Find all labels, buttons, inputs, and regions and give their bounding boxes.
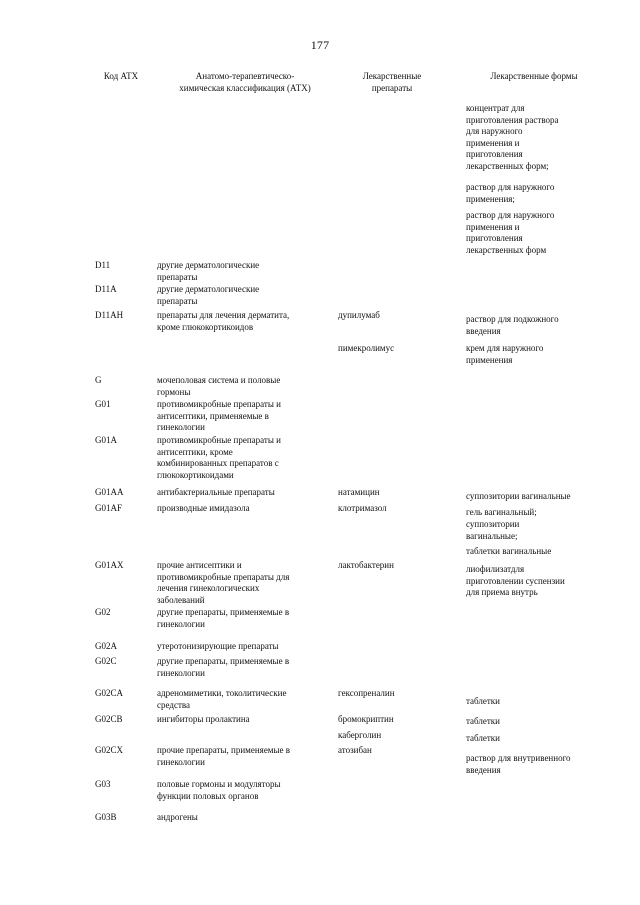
atc-code: G03	[95, 779, 111, 789]
atc-code: D11AH	[95, 310, 124, 320]
atc-code: G02A	[95, 641, 117, 651]
atc-code: G01AF	[95, 503, 123, 513]
atc-code: G01AA	[95, 487, 124, 497]
atc-classification: противомикробные препараты и антисептики, применяемые в гинекологии	[157, 399, 281, 432]
dosage-form: таблетки вагинальные	[466, 546, 552, 556]
dosage-form: лиофилизатдля приготовлении суспензии для приема внутрь	[466, 564, 565, 597]
atc-classification: утеротонизирующие препараты	[157, 641, 279, 651]
dosage-form: крем для наружного применения	[466, 343, 544, 365]
dosage-form: таблетки	[466, 733, 501, 743]
atc-code: G01AX	[95, 560, 124, 570]
atc-classification: андрогены	[157, 812, 198, 822]
drug-name: атозибан	[338, 745, 372, 755]
dosage-form: таблетки	[466, 716, 501, 726]
dosage-form: гель вагинальный;	[466, 507, 537, 517]
dosage-form: суппозитории вагинальные	[466, 491, 571, 501]
atc-code: G02	[95, 607, 111, 617]
atc-classification: антибактериальные препараты	[157, 487, 275, 497]
drug-name: пимекролимус	[338, 343, 395, 353]
dosage-form: раствор для наружного применения и приготовления лекарственных форм	[466, 210, 555, 255]
drug-name: бромокриптин	[338, 714, 394, 724]
atc-code: G02C	[95, 656, 117, 666]
drug-name: натамицин	[338, 487, 380, 497]
drug-name: гексопреналин	[338, 688, 395, 698]
atc-code: D11	[95, 260, 111, 270]
dosage-form: суппозитории вагинальные;	[466, 519, 520, 541]
atc-classification: другие дерматологические препараты	[157, 260, 260, 282]
dosage-form: концентрат для приготовления раствора для наружного применения и приготовления лекарственных форм;	[466, 103, 559, 171]
atc-classification: другие дерматологические препараты	[157, 284, 260, 306]
atc-classification: половые гормоны и модуляторы функции половых органов	[157, 779, 281, 801]
header-code: Код АТХ	[103, 71, 139, 81]
dosage-form: раствор для подкожного введения	[466, 314, 559, 336]
atc-code: G03B	[95, 812, 117, 822]
drug-name: дупилумаб	[338, 310, 380, 320]
atc-code: G02CA	[95, 688, 124, 698]
atc-classification: прочие препараты, применяемые в гинекологии	[157, 745, 291, 767]
atc-classification: ингибиторы пролактина	[157, 714, 250, 724]
page-number: 177	[310, 38, 330, 52]
atc-code: D11A	[95, 284, 117, 294]
header-classification: Анатомо-терапевтическо- химическая классификация (АТХ)	[179, 71, 311, 93]
atc-code: G02CX	[95, 745, 124, 755]
header-drugs: Лекарственные препараты	[362, 71, 422, 93]
atc-classification: противомикробные препараты и антисептики, кроме комбинированных препаратов с глюкокортикоидами	[157, 435, 281, 480]
atc-classification: препараты для лечения дерматита, кроме глюкокортикоидов	[157, 310, 290, 332]
atc-code: G02CB	[95, 714, 123, 724]
atc-classification: мочеполовая система и половые гормоны	[157, 375, 281, 397]
atc-classification: другие препараты, применяемые в гинекологии	[157, 607, 290, 629]
drug-name: каберголин	[338, 730, 382, 740]
atc-code: G	[95, 375, 102, 385]
atc-classification: производные имидазола	[157, 503, 250, 513]
dosage-form: таблетки	[466, 696, 501, 706]
drug-name: клотримазол	[338, 503, 387, 513]
drug-name: лактобактерин	[338, 560, 394, 570]
atc-classification: прочие антисептики и противомикробные препараты для лечения гинекологических заболеваний	[157, 560, 290, 605]
atc-classification: другие препараты, применяемые в гинекологии	[157, 656, 290, 678]
dosage-form: раствор для внутривенного введения	[466, 753, 571, 775]
dosage-form: раствор для наружного применения;	[466, 182, 555, 204]
atc-code: G01	[95, 399, 111, 409]
atc-classification: адреномиметики, токолитические средства	[157, 688, 287, 710]
atc-code: G01A	[95, 435, 117, 445]
header-forms: Лекарственные формы	[490, 71, 578, 81]
